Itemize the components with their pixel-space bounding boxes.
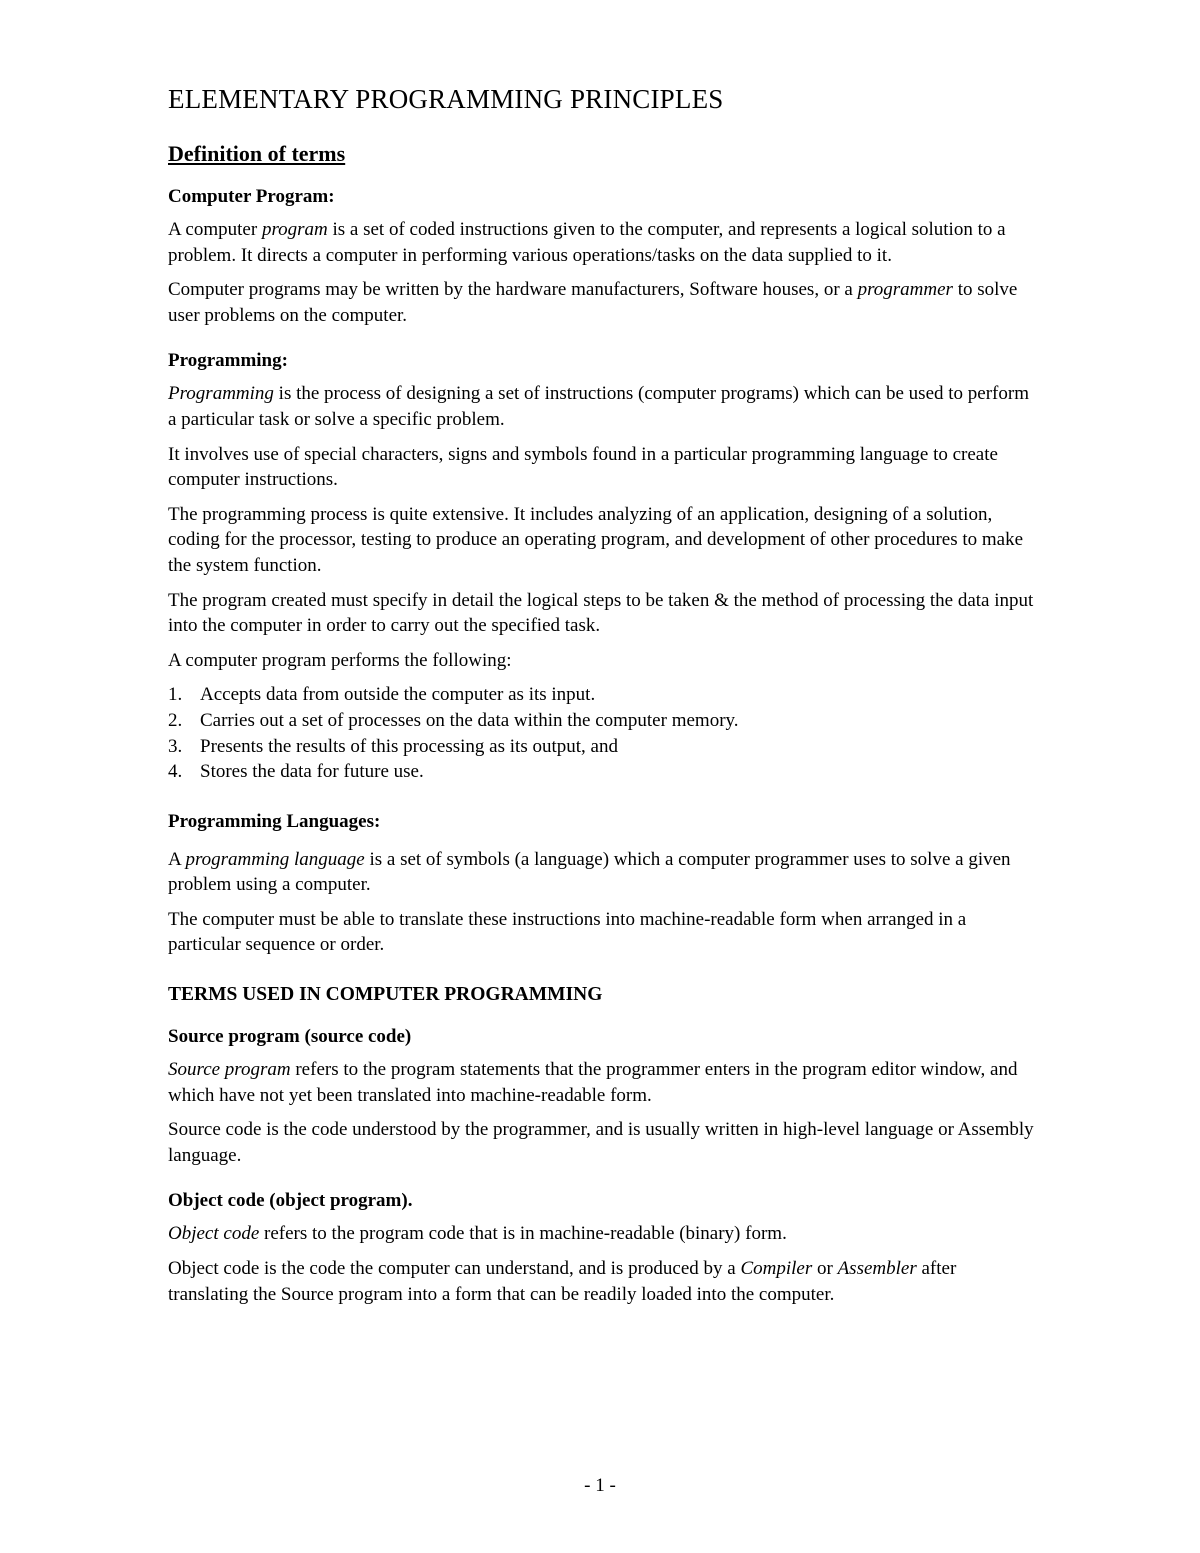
text-run: after translating the Source program into a form that can be readily loaded into the computer. xyxy=(168,1258,957,1305)
list-item xyxy=(168,682,1038,708)
page-number: - 1 - xyxy=(584,1475,616,1496)
paragraph xyxy=(168,847,1038,898)
text-run: to solve user problems on the computer. xyxy=(168,279,1018,326)
text-run: or xyxy=(812,1258,838,1280)
section-heading: Object code (object program). xyxy=(168,1190,413,1212)
text-run: is the process of designing a set of instructions (computer programs) which can be used to perform a particular task or solve a specific problem. xyxy=(168,383,1029,430)
italic-term: programmer xyxy=(857,279,953,301)
paragraph: It involves use of special characters, signs and symbols found in a particular programming language to create computer instructions. xyxy=(168,443,998,491)
paragraph xyxy=(168,277,1038,328)
list-item xyxy=(168,759,1038,785)
page-content xyxy=(168,84,1038,1316)
section-object-code xyxy=(168,1190,1038,1307)
text-run: A xyxy=(168,848,186,870)
document-title: ELEMENTARY PROGRAMMING PRINCIPLES xyxy=(168,84,724,114)
italic-term: Compiler xyxy=(740,1258,813,1280)
text-run: Object code is the code the computer can understand, and is produced by a xyxy=(168,1258,741,1280)
paragraph: The program created must specify in detail the logical steps to be taken & the method of processing the data input into the computer in order to carry out the specified task. xyxy=(168,589,1034,637)
section-heading: Computer Program: xyxy=(168,186,335,207)
text-run: refers to the program statements that the programmer enters in the program editor window, and which have not yet been translated into machine-readable form. xyxy=(168,1059,1018,1106)
list-text: Presents the results of this processing as its output, and xyxy=(200,735,618,757)
paragraph: A computer program performs the following: xyxy=(168,649,512,671)
list-text: Accepts data from outside the computer as its input. xyxy=(200,684,596,706)
section-computer-program xyxy=(168,186,1038,328)
text-run: is a set of coded instructions given to the computer, and represents a logical solution to a problem. It directs a computer in performing various operations/tasks on the data supplied to it. xyxy=(168,219,1006,266)
list-number: 4. xyxy=(168,761,183,783)
italic-term: Source program xyxy=(168,1059,291,1081)
text-run: is a set of symbols (a language) which a computer programmer uses to solve a given problem using a computer. xyxy=(168,848,1011,896)
text-run: Computer programs may be written by the hardware manufacturers, Software houses, or a xyxy=(168,279,858,301)
list-number: 3. xyxy=(168,735,183,757)
italic-term: program xyxy=(261,219,328,240)
italic-term: Object code xyxy=(168,1223,260,1245)
section-heading: Programming Languages: xyxy=(168,810,381,832)
section-programming xyxy=(168,350,1038,784)
numbered-list xyxy=(168,682,1038,784)
list-item xyxy=(168,734,1038,760)
paragraph: The programming process is quite extensive. It includes analyzing of an application, designing of a solution, coding for the processor, testing to produce an operating program, and development of other procedures to make the system function. xyxy=(168,503,1024,576)
text-run: A computer xyxy=(168,219,262,240)
section-source-program xyxy=(168,1026,1038,1168)
italic-term: Programming xyxy=(168,383,274,405)
italic-term: Assembler xyxy=(837,1258,917,1280)
text-run: refers to the program code that is in machine-readable (binary) form. xyxy=(259,1223,787,1245)
terms-heading: TERMS USED IN COMPUTER PROGRAMMING xyxy=(168,984,603,1006)
list-number: 2. xyxy=(168,709,183,731)
list-text: Carries out a set of processes on the data within the computer memory. xyxy=(200,709,739,731)
paragraph xyxy=(168,217,1038,268)
list-item xyxy=(168,708,1038,734)
definition-heading: Definition of terms xyxy=(168,141,346,166)
paragraph xyxy=(168,381,1038,432)
italic-term: programming language xyxy=(185,848,365,870)
paragraph: The computer must be able to translate these instructions into machine-readable form when arranged in a particular sequence or order. xyxy=(168,908,967,956)
paragraph xyxy=(168,1221,1038,1247)
paragraph xyxy=(168,1256,1038,1307)
list-number: 1. xyxy=(168,684,183,706)
list-text: Stores the data for future use. xyxy=(200,761,424,783)
section-heading: Source program (source code) xyxy=(168,1026,412,1048)
paragraph xyxy=(168,1057,1038,1108)
section-programming-languages xyxy=(168,811,1038,958)
paragraph: Source code is the code understood by the programmer, and is usually written in high-level language or Assembly language. xyxy=(168,1119,1034,1166)
section-heading: Programming: xyxy=(168,350,288,372)
